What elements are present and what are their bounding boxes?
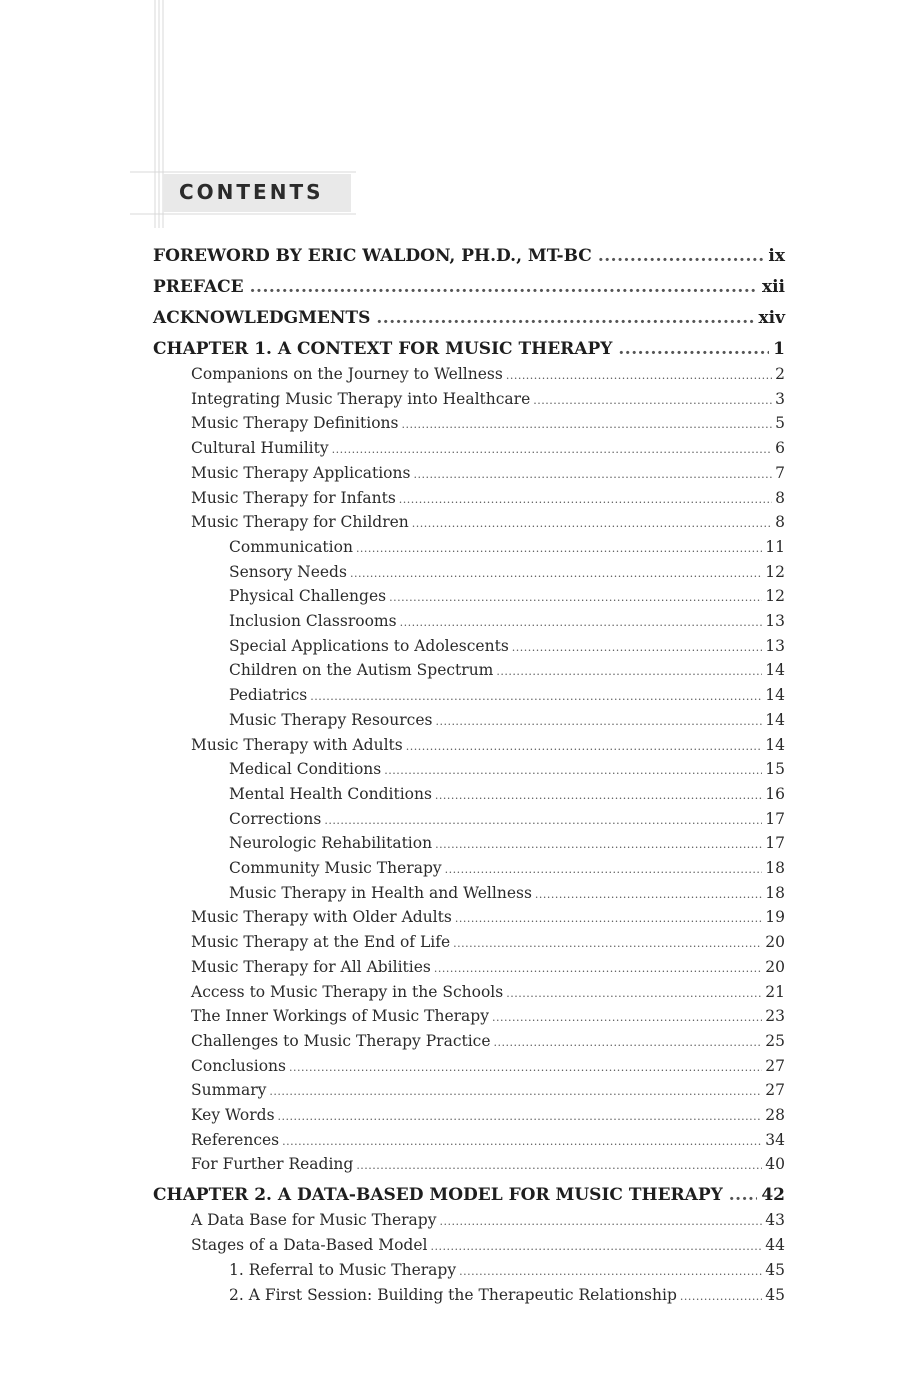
toc-dot-leader [324,814,762,827]
toc-entry-page: 34 [765,1130,785,1149]
toc-dot-leader [496,665,762,678]
toc-entry-title: Pediatrics [229,686,308,705]
toc-subsection-entry [229,711,785,729]
toc-dot-leader [535,888,762,901]
toc-entry-page: ix [768,246,785,266]
toc-section-entry [191,1211,785,1229]
toc-dot-leader [512,641,762,654]
toc-section-entry [191,908,785,926]
toc-entry-title: Summary [191,1081,267,1100]
toc-chapter-entry [153,246,785,266]
toc-entry-page: 23 [765,1007,785,1026]
toc-entry-page: 8 [775,513,785,532]
toc-entry-title: Physical Challenges [229,587,387,606]
toc-subsection-entry [229,661,785,679]
toc-subsection-entry [229,1286,785,1304]
toc-entry-title: Music Therapy with Older Adults [191,908,452,927]
toc-subsection-entry [229,810,785,828]
toc-entry-page: 3 [775,389,785,408]
toc-entry-title: Special Applications to Adolescents [229,636,509,655]
toc-dot-leader [435,789,762,802]
toc-subsection-entry [229,1261,785,1279]
toc-dot-leader [434,962,762,975]
toc-chapter-entry [153,277,785,297]
toc-subsection-entry [229,538,785,556]
toc-entry-title: Key Words [191,1106,275,1124]
toc-entry-page: 19 [765,908,785,927]
toc-subsection-entry [229,760,785,778]
toc-entry-page: 21 [765,982,785,1001]
toc-entry-page: 42 [761,1185,785,1206]
toc-dot-leader [376,308,754,328]
toc-dot-leader [680,1290,762,1303]
toc-dot-leader [278,1110,763,1123]
toc-entry-title: References [191,1130,280,1149]
toc-entry-page: 25 [765,1031,785,1050]
toc-section-entry [191,1007,785,1025]
toc-dot-leader [350,567,762,580]
toc-entry-page: 28 [765,1106,785,1124]
toc-entry-title: Music Therapy for Infants [191,488,396,507]
toc-dot-leader [506,369,772,382]
toc-entry-title: ACKNOWLEDGMENTS [153,308,371,328]
toc-dot-leader [289,1061,762,1074]
toc-section-entry [191,489,785,507]
toc-entry-title: Conclusions [191,1056,286,1075]
toc-entry-title: Music Therapy Definitions [191,414,399,433]
toc-entry-title: Music Therapy Applications [191,463,411,482]
toc-entry-title: Children on the Autism Spectrum [229,661,494,680]
toc-dot-leader [401,418,772,431]
toc-dot-leader [399,493,772,506]
toc-section-entry [191,1131,785,1149]
toc-dot-leader [406,740,763,753]
toc-entry-page: 12 [765,587,785,606]
toc-dot-leader [400,616,763,629]
toc-dot-leader [310,690,762,703]
toc-entry-title: PREFACE [153,277,244,297]
toc-entry-title: Corrections [229,809,322,828]
toc-entry-page: xii [761,277,785,297]
toc-dot-leader [533,394,772,407]
toc-subsection-entry [229,637,785,655]
toc-entry-title: Music Therapy Resources [229,710,433,729]
toc-entry-page: 14 [765,661,785,680]
toc-entry-title: Inclusion Classrooms [229,612,397,630]
toc-dot-leader [356,542,762,555]
toc-entry-title: Communication [229,537,353,556]
toc-entry-page: 45 [765,1260,785,1279]
toc-entry-title: FOREWORD BY ERIC WALDON, PH.D., MT-BC [153,246,592,266]
toc-entry-title: The Inner Workings of Music Therapy [191,1007,489,1026]
toc-entry-title: Neurologic Rehabilitation [229,834,433,853]
toc-entry-page: 12 [765,562,785,581]
toc-dot-leader [492,1011,762,1024]
toc-section-entry [191,1155,785,1173]
toc-subsection-entry [229,563,785,581]
toc-dot-leader [282,1135,762,1148]
toc-entry-page: 20 [765,957,785,976]
toc-entry-page: 13 [765,636,785,655]
page-title: CONTENTS [179,180,324,204]
toc-section-entry [191,1236,785,1254]
toc-entry-title: Mental Health Conditions [229,784,432,803]
toc-entry-title: Music Therapy in Health and Wellness [229,883,532,902]
toc-section-entry [191,958,785,976]
toc-entry-page: 13 [765,612,785,630]
toc-dot-leader [269,1085,762,1098]
toc-entry-title: Music Therapy for All Abilities [191,957,431,976]
toc-dot-leader [435,715,762,728]
toc-subsection-entry [229,587,785,605]
toc-entry-title: 1. Referral to Music Therapy [229,1260,457,1279]
toc-dot-leader [356,1159,762,1172]
toc-entry-page: 7 [775,463,785,482]
toc-entry-page: 2 [775,365,785,383]
toc-dot-leader [413,468,772,481]
toc-entry-page: 14 [765,686,785,705]
toc-section-entry [191,983,785,1001]
toc-dot-leader [618,339,769,359]
toc-entry-page: 43 [765,1211,785,1230]
toc-entry-title: Cultural Humility [191,439,329,458]
toc-section-entry [191,513,785,531]
toc-entry-page: 40 [765,1155,785,1174]
toc-dot-leader [598,246,765,266]
toc-subsection-entry [229,612,785,630]
toc-entry-title: Stages of a Data-Based Model [191,1236,428,1255]
toc-entry-page: 45 [765,1285,785,1304]
toc-entry-page: 44 [765,1236,785,1255]
toc-entry-title: Access to Music Therapy in the Schools [191,982,504,1001]
toc-dot-leader [729,1185,758,1205]
toc-entry-page: 5 [775,414,785,433]
toc-entry-page: 17 [765,809,785,828]
toc-entry-title: For Further Reading [191,1155,354,1174]
toc-subsection-entry [229,834,785,852]
toc-dot-leader [459,1265,762,1278]
toc-dot-leader [453,937,762,950]
toc-dot-leader [412,517,772,530]
toc-section-entry [191,1106,785,1124]
toc-section-entry [191,439,785,457]
toc-section-entry [191,1032,785,1050]
toc-dot-leader [455,912,762,925]
toc-dot-leader [384,764,762,777]
toc-entry-page: xiv [758,308,785,328]
toc-entry-page: 16 [765,784,785,803]
toc-section-entry [191,365,785,383]
toc-entry-page: 20 [765,933,785,952]
toc-entry-title: CHAPTER 2. A DATA-BASED MODEL FOR MUSIC THERAPY [153,1185,723,1206]
toc-dot-leader [332,443,773,456]
toc-entry-title: Community Music Therapy [229,859,442,877]
toc-entry-title: Music Therapy with Adults [191,735,403,754]
toc-subsection-entry [229,884,785,902]
toc-entry-page: 11 [765,537,785,556]
toc-entry-page: 1 [773,339,785,359]
toc-entry-page: 8 [775,488,785,507]
toc-entry-title: Companions on the Journey to Wellness [191,365,503,383]
toc-subsection-entry [229,686,785,704]
toc-dot-leader [506,987,762,1000]
toc-entry-page: 6 [775,439,785,458]
toc-dot-leader [250,277,758,297]
toc-dot-leader [439,1215,762,1228]
toc-section-entry [191,736,785,754]
toc-entry-page: 27 [765,1056,785,1075]
toc-section-entry [191,414,785,432]
toc-chapter-entry [153,339,785,359]
toc-subsection-entry [229,859,785,877]
toc-entry-title: Medical Conditions [229,760,382,779]
toc-section-entry [191,464,785,482]
toc-entry-title: Sensory Needs [229,562,347,581]
toc-section-entry [191,1081,785,1099]
toc-entry-page: 27 [765,1081,785,1100]
toc-entry-title: Music Therapy at the End of Life [191,933,451,952]
toc-entry-title: Integrating Music Therapy into Healthcare [191,389,531,408]
toc-entry-title: CHAPTER 1. A CONTEXT FOR MUSIC THERAPY [153,339,613,359]
toc-entry-page: 17 [765,834,785,853]
toc-dot-leader [494,1036,763,1049]
toc-chapter-entry [153,1185,785,1205]
toc-entry-page: 14 [765,710,785,729]
toc-dot-leader [389,591,762,604]
toc-chapter-entry [153,308,785,328]
toc-entry-title: 2. A First Session: Building the Therapeutic Relationship [229,1285,677,1304]
toc-section-entry [191,1057,785,1075]
toc-entry-title: Challenges to Music Therapy Practice [191,1031,491,1050]
toc-entry-title: Music Therapy for Children [191,513,409,532]
toc-subsection-entry [229,785,785,803]
toc-entry-page: 18 [765,883,785,902]
toc-dot-leader [435,838,762,851]
toc-section-entry [191,390,785,408]
toc-entry-page: 15 [765,760,785,779]
toc-entry-page: 18 [765,859,785,877]
toc-dot-leader [430,1240,762,1253]
toc-dot-leader [445,863,763,876]
toc-entry-title: A Data Base for Music Therapy [191,1211,437,1230]
toc-section-entry [191,933,785,951]
toc-entry-page: 14 [765,735,785,754]
